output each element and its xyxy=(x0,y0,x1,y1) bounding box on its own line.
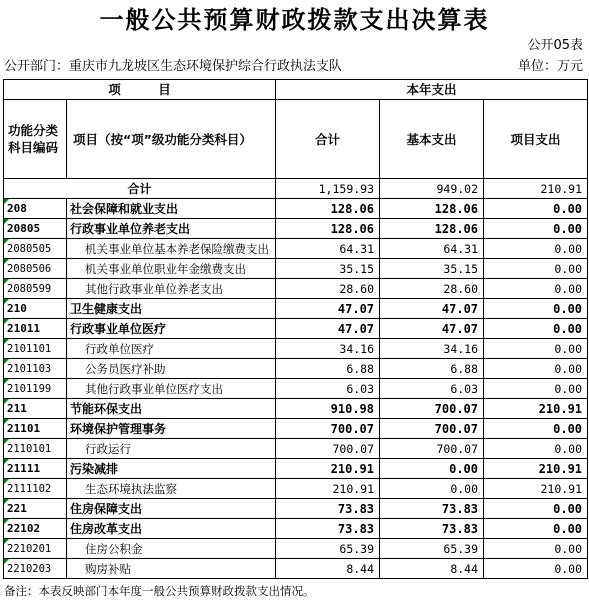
row-code: 208 xyxy=(4,199,67,219)
row-project: 0.00 xyxy=(484,419,588,439)
row-total: 6.03 xyxy=(276,379,380,399)
row-total: 73.83 xyxy=(276,499,380,519)
row-code: 22102 xyxy=(4,519,67,539)
row-basic: 700.07 xyxy=(380,419,484,439)
row-basic: 6.03 xyxy=(380,379,484,399)
table-row xyxy=(4,479,588,499)
row-total: 700.07 xyxy=(276,439,380,459)
row-basic: 34.16 xyxy=(380,339,484,359)
row-project: 0.00 xyxy=(484,219,588,239)
footnote: 备注：本表反映部门本年度一般公共预算财政拨款支出情况。 xyxy=(4,584,315,598)
col-name-header: 项目（按“项”级功能分类科目） xyxy=(67,100,276,179)
row-total: 700.07 xyxy=(276,419,380,439)
row-name: 行政运行 xyxy=(67,439,276,459)
unit-label: 单位：万元 xyxy=(517,59,583,74)
row-basic: 700.07 xyxy=(380,439,484,459)
department-label: 公开部门：重庆市九龙坡区生态环境保护综合行政执法支队 xyxy=(4,59,343,74)
row-total: 128.06 xyxy=(276,199,380,219)
total-project: 210.91 xyxy=(484,179,588,199)
row-basic: 73.83 xyxy=(380,499,484,519)
row-code: 2101101 xyxy=(4,339,67,359)
table-row xyxy=(4,319,588,339)
row-basic: 65.39 xyxy=(380,539,484,559)
row-total: 28.60 xyxy=(276,279,380,299)
row-code: 2101199 xyxy=(4,379,67,399)
table-row xyxy=(4,279,588,299)
row-project: 210.91 xyxy=(484,479,588,499)
table-row xyxy=(4,219,588,239)
row-project: 0.00 xyxy=(484,259,588,279)
total-total: 1,159.93 xyxy=(276,179,380,199)
table-row xyxy=(4,399,588,419)
row-project: 0.00 xyxy=(484,359,588,379)
row-basic: 8.44 xyxy=(380,559,484,579)
total-row xyxy=(4,179,588,199)
row-total: 210.91 xyxy=(276,479,380,499)
table-row xyxy=(4,359,588,379)
row-code: 221 xyxy=(4,499,67,519)
row-total: 64.31 xyxy=(276,239,380,259)
row-basic: 6.88 xyxy=(380,359,484,379)
row-name: 其他行政事业单位养老支出 xyxy=(67,279,276,299)
row-total: 128.06 xyxy=(276,219,380,239)
row-name: 卫生健康支出 xyxy=(67,299,276,319)
row-basic: 28.60 xyxy=(380,279,484,299)
row-total: 73.83 xyxy=(276,519,380,539)
table-row xyxy=(4,419,588,439)
col-project-header: 项目支出 xyxy=(484,100,588,179)
total-basic: 949.02 xyxy=(380,179,484,199)
row-total: 8.44 xyxy=(276,559,380,579)
table-row xyxy=(4,259,588,279)
row-code: 211 xyxy=(4,399,67,419)
row-code: 21111 xyxy=(4,459,67,479)
table-row xyxy=(4,559,588,579)
row-name: 环境保护管理事务 xyxy=(67,419,276,439)
row-total: 35.15 xyxy=(276,259,380,279)
row-project: 210.91 xyxy=(484,459,588,479)
table-row xyxy=(4,379,588,399)
row-basic: 64.31 xyxy=(380,239,484,259)
row-code: 2210203 xyxy=(4,559,67,579)
col-basic-header: 基本支出 xyxy=(380,100,484,179)
row-project: 0.00 xyxy=(484,199,588,219)
row-project: 0.00 xyxy=(484,239,588,259)
row-basic: 700.07 xyxy=(380,399,484,419)
row-name: 污染减排 xyxy=(67,459,276,479)
header-row-group xyxy=(4,80,588,100)
row-total: 210.91 xyxy=(276,459,380,479)
row-name: 机关事业单位基本养老保险缴费支出 xyxy=(67,239,276,259)
table-row xyxy=(4,439,588,459)
row-code: 21011 xyxy=(4,319,67,339)
row-code: 21101 xyxy=(4,419,67,439)
page-title: 一般公共预算财政拨款支出决算表 xyxy=(99,6,490,34)
table-row xyxy=(4,459,588,479)
table-row xyxy=(4,199,588,219)
row-name: 其他行政事业单位医疗支出 xyxy=(67,379,276,399)
row-name: 公务员医疗补助 xyxy=(67,359,276,379)
row-basic: 0.00 xyxy=(380,479,484,499)
row-project: 0.00 xyxy=(484,319,588,339)
row-total: 47.07 xyxy=(276,319,380,339)
table-row xyxy=(4,299,588,319)
item-group-header: 项 目 xyxy=(4,80,276,100)
row-code: 2080599 xyxy=(4,279,67,299)
header-row-columns xyxy=(4,100,588,179)
row-basic: 35.15 xyxy=(380,259,484,279)
row-name: 行政事业单位养老支出 xyxy=(67,219,276,239)
total-label: 合计 xyxy=(4,179,276,199)
row-total: 47.07 xyxy=(276,299,380,319)
table-row xyxy=(4,519,588,539)
row-name: 住房保障支出 xyxy=(67,499,276,519)
table-row xyxy=(4,539,588,559)
row-code: 2111102 xyxy=(4,479,67,499)
row-basic: 73.83 xyxy=(380,519,484,539)
row-project: 0.00 xyxy=(484,499,588,519)
row-project: 0.00 xyxy=(484,339,588,359)
table-row xyxy=(4,339,588,359)
row-name: 生态环境执法监察 xyxy=(67,479,276,499)
row-name: 住房公积金 xyxy=(67,539,276,559)
row-total: 65.39 xyxy=(276,539,380,559)
row-total: 6.88 xyxy=(276,359,380,379)
row-code: 2110101 xyxy=(4,439,67,459)
row-project: 0.00 xyxy=(484,559,588,579)
row-name: 机关事业单位职业年金缴费支出 xyxy=(67,259,276,279)
row-name: 社会保障和就业支出 xyxy=(67,199,276,219)
row-code: 2080506 xyxy=(4,259,67,279)
row-project: 0.00 xyxy=(484,439,588,459)
row-name: 节能环保支出 xyxy=(67,399,276,419)
row-project: 0.00 xyxy=(484,299,588,319)
row-total: 910.98 xyxy=(276,399,380,419)
row-basic: 128.06 xyxy=(380,219,484,239)
row-code: 210 xyxy=(4,299,67,319)
row-total: 34.16 xyxy=(276,339,380,359)
col-total-header: 合计 xyxy=(276,100,380,179)
row-name: 住房改革支出 xyxy=(67,519,276,539)
row-project: 0.00 xyxy=(484,379,588,399)
year-group-header: 本年支出 xyxy=(276,80,588,100)
row-name: 行政单位医疗 xyxy=(67,339,276,359)
row-basic: 128.06 xyxy=(380,199,484,219)
table-code: 公开05表 xyxy=(527,38,583,53)
row-basic: 47.07 xyxy=(380,299,484,319)
row-code: 2080505 xyxy=(4,239,67,259)
row-basic: 47.07 xyxy=(380,319,484,339)
row-code: 2210201 xyxy=(4,539,67,559)
row-project: 0.00 xyxy=(484,279,588,299)
row-name: 购房补贴 xyxy=(67,559,276,579)
table-row xyxy=(4,239,588,259)
row-project: 210.91 xyxy=(484,399,588,419)
row-basic: 0.00 xyxy=(380,459,484,479)
row-project: 0.00 xyxy=(484,539,588,559)
row-name: 行政事业单位医疗 xyxy=(67,319,276,339)
row-project: 0.00 xyxy=(484,519,588,539)
row-code: 20805 xyxy=(4,219,67,239)
expenditure-table xyxy=(3,79,588,579)
col-code-header: 功能分类科目编码 xyxy=(4,100,67,179)
table-row xyxy=(4,499,588,519)
row-code: 2101103 xyxy=(4,359,67,379)
